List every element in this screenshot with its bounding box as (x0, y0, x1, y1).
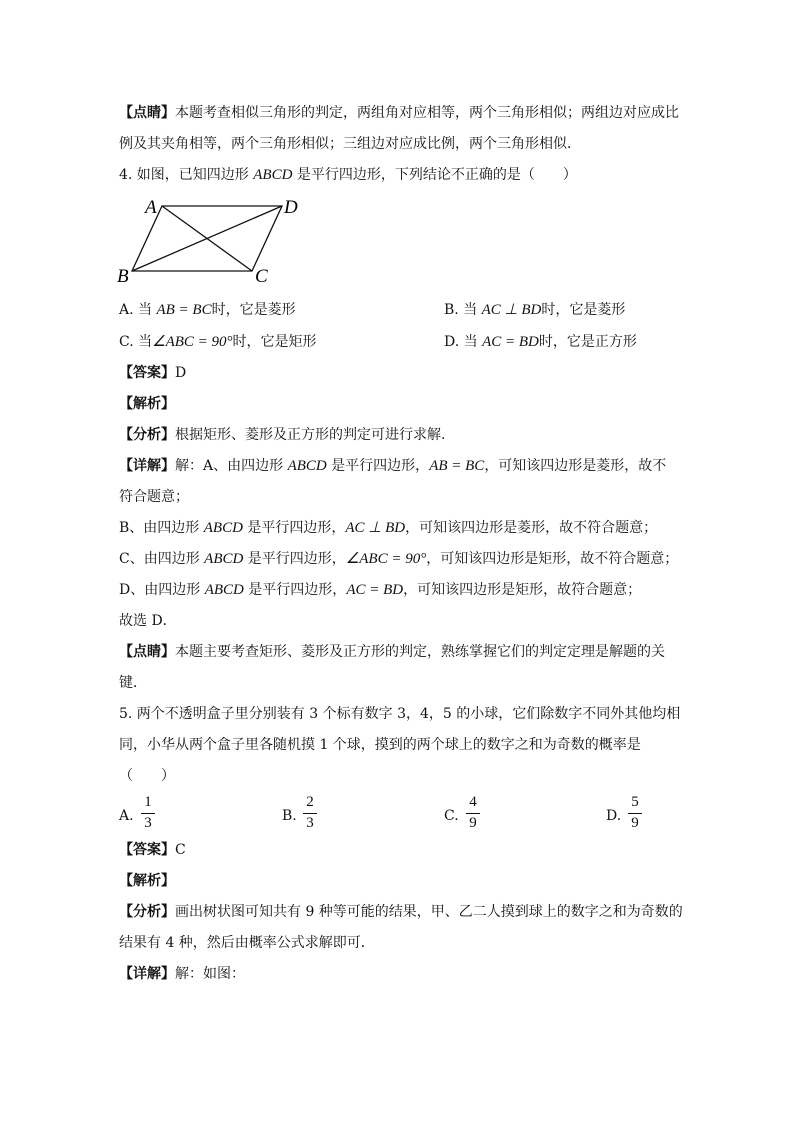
q4-detail-a: 【详解】解：A、由四边形 ABCD 是平行四边形，AB = BC，可知该四边形是菱形，故不 (119, 458, 667, 474)
q4-detail-b: B、由四边形 ABCD 是平行四边形，AC ⊥ BD，可知该四边形是菱形，故不符合题意； (119, 520, 658, 536)
q4-option-a: A. 当 AB = BC时，它是菱形 (119, 302, 296, 318)
q5-option-a-fraction: 1 3 (141, 794, 155, 833)
q5-stem-line1: 5. 两个不透明盒子里分别装有 3 个标有数字 3，4，5 的小球，它们除数字不同外其他均相 (119, 706, 681, 722)
q4-option-b: B. 当 AC ⊥ BD时，它是菱形 (444, 302, 626, 318)
q4-choose: 故选 D． (119, 613, 177, 629)
q5-stem-line2: 同，小华从两个盒子里各随机摸 1 个球，摸到的两个球上的数字之和为奇数的概率是 (119, 737, 641, 753)
vertex-label-d: D (284, 197, 298, 218)
q4-note-line1: 【点睛】本题主要考查矩形、菱形及正方形的判定，熟练掌握它们的判定定理是解题的关 (119, 644, 665, 660)
parallelogram-figure (115, 192, 305, 288)
q5-option-c-fraction: 4 9 (466, 794, 480, 833)
q5-option-d-fraction: 5 9 (628, 794, 642, 833)
q4-detail-d: D、由四边形 ABCD 是平行四边形，AC = BD，可知该四边形是矩形，故符合题意； (119, 582, 642, 598)
q5-option-a-label: A. (119, 808, 134, 824)
q5-analysis-tag: 【解析】 (119, 873, 175, 889)
vertex-label-a: A (145, 197, 157, 218)
note-tag: 【点睛】 (119, 105, 175, 121)
q4-detail-a-line2: 符合题意； (119, 489, 189, 505)
q4-detail-c: C、由四边形 ABCD 是平行四边形，∠ABC = 90°，可知该四边形是矩形，故不符合题意； (119, 551, 679, 567)
q5-fenxi-line2: 结果有 4 种，然后由概率公式求解即可． (119, 935, 375, 951)
note-q3-line2: 例及其夹角相等，两个三角形相似；三组边对应成比例，两个三角形相似． (119, 136, 581, 152)
q4-stem: 4. 如图，已知四边形 ABCD 是平行四边形，下列结论不正确的是（ ） (119, 167, 577, 183)
q5-stem-line3: （ ） (119, 768, 175, 784)
q4-option-c: C. 当∠ABC = 90°时，它是矩形 (119, 334, 317, 350)
q5-answer: 【答案】C (119, 842, 186, 858)
note-q3-line1: 【点睛】本题考查相似三角形的判定，两组角对应相等，两个三角形相似；两组边对应成比 (119, 105, 679, 121)
q4-option-d: D. 当 AC = BD时，它是正方形 (444, 334, 637, 350)
q5-option-b-fraction: 2 3 (303, 794, 317, 833)
q4-analysis-tag: 【解析】 (119, 396, 175, 412)
q5-option-d-label: D. (606, 808, 622, 824)
q5-option-c-label: C. (444, 808, 459, 824)
vertex-label-b: B (117, 266, 129, 287)
q4-fenxi: 【分析】根据矩形、菱形及正方形的判定可进行求解． (119, 427, 455, 443)
q4-answer: 【答案】D (119, 365, 187, 381)
q5-detail: 【详解】解：如图： (119, 966, 245, 982)
vertex-label-c: C (255, 266, 268, 287)
q4-note-line2: 键． (119, 675, 147, 691)
q5-option-b-label: B. (282, 808, 297, 824)
q5-fenxi-line1: 【分析】画出树状图可知共有 9 种等可能的结果，甲、乙二人摸到球上的数字之和为奇数的 (119, 904, 683, 920)
